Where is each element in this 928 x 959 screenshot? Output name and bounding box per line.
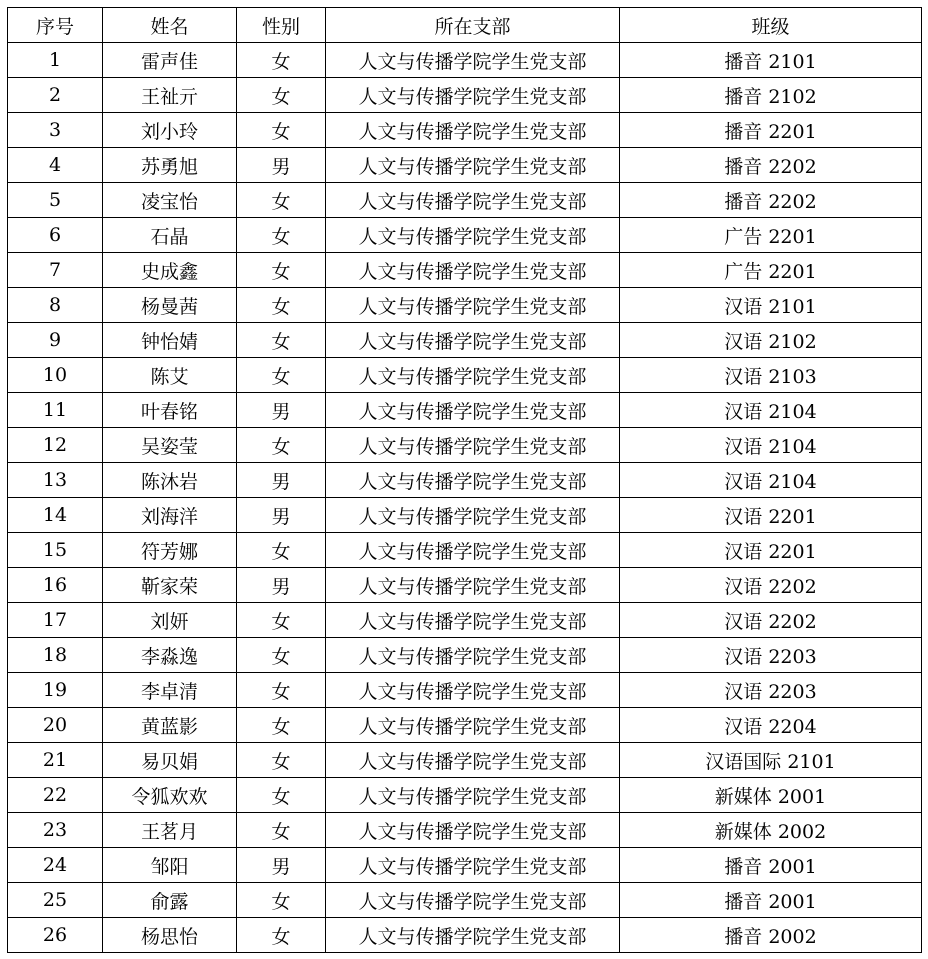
cell-class: 汉语 2104 bbox=[620, 428, 922, 463]
cell-branch: 人文与传播学院学生党支部 bbox=[326, 113, 620, 148]
cell-class: 新媒体 2001 bbox=[620, 778, 922, 813]
cell-gender: 男 bbox=[237, 568, 326, 603]
header-cell-number: 序号 bbox=[8, 8, 103, 43]
cell-gender: 女 bbox=[237, 638, 326, 673]
table-row bbox=[8, 463, 922, 498]
cell-branch: 人文与传播学院学生党支部 bbox=[326, 813, 620, 848]
cell-class: 汉语 2104 bbox=[620, 393, 922, 428]
cell-name: 史成鑫 bbox=[103, 253, 237, 288]
cell-class: 播音 2002 bbox=[620, 918, 922, 953]
cell-name: 凌宝怡 bbox=[103, 183, 237, 218]
cell-number: 3 bbox=[8, 113, 103, 148]
table-row bbox=[8, 568, 922, 603]
table-row bbox=[8, 78, 922, 113]
header-row bbox=[8, 8, 922, 43]
cell-name: 杨思怡 bbox=[103, 918, 237, 953]
cell-number: 21 bbox=[8, 743, 103, 778]
table-row bbox=[8, 148, 922, 183]
table-row bbox=[8, 218, 922, 253]
cell-gender: 女 bbox=[237, 743, 326, 778]
cell-name: 王祉亓 bbox=[103, 78, 237, 113]
header-cell-branch: 所在支部 bbox=[326, 8, 620, 43]
table-row bbox=[8, 778, 922, 813]
cell-class: 播音 2001 bbox=[620, 848, 922, 883]
cell-name: 陈艾 bbox=[103, 358, 237, 393]
cell-gender: 女 bbox=[237, 603, 326, 638]
cell-number: 13 bbox=[8, 463, 103, 498]
cell-number: 17 bbox=[8, 603, 103, 638]
cell-gender: 女 bbox=[237, 253, 326, 288]
cell-gender: 女 bbox=[237, 428, 326, 463]
cell-name: 易贝娟 bbox=[103, 743, 237, 778]
cell-branch: 人文与传播学院学生党支部 bbox=[326, 323, 620, 358]
table-row bbox=[8, 113, 922, 148]
cell-branch: 人文与传播学院学生党支部 bbox=[326, 848, 620, 883]
table-row bbox=[8, 918, 922, 953]
header-cell-name: 姓名 bbox=[103, 8, 237, 43]
cell-branch: 人文与传播学院学生党支部 bbox=[326, 673, 620, 708]
cell-class: 汉语 2102 bbox=[620, 323, 922, 358]
cell-name: 陈沐岩 bbox=[103, 463, 237, 498]
cell-gender: 女 bbox=[237, 78, 326, 113]
cell-branch: 人文与传播学院学生党支部 bbox=[326, 778, 620, 813]
cell-number: 9 bbox=[8, 323, 103, 358]
table-row bbox=[8, 393, 922, 428]
cell-branch: 人文与传播学院学生党支部 bbox=[326, 918, 620, 953]
cell-number: 6 bbox=[8, 218, 103, 253]
cell-branch: 人文与传播学院学生党支部 bbox=[326, 708, 620, 743]
cell-number: 5 bbox=[8, 183, 103, 218]
cell-gender: 女 bbox=[237, 883, 326, 918]
cell-branch: 人文与传播学院学生党支部 bbox=[326, 533, 620, 568]
cell-branch: 人文与传播学院学生党支部 bbox=[326, 883, 620, 918]
cell-number: 22 bbox=[8, 778, 103, 813]
cell-name: 靳家荣 bbox=[103, 568, 237, 603]
cell-gender: 女 bbox=[237, 288, 326, 323]
cell-name: 雷声佳 bbox=[103, 43, 237, 78]
table-row bbox=[8, 428, 922, 463]
cell-number: 15 bbox=[8, 533, 103, 568]
cell-name: 钟怡婧 bbox=[103, 323, 237, 358]
table-row bbox=[8, 848, 922, 883]
cell-name: 王茗月 bbox=[103, 813, 237, 848]
cell-branch: 人文与传播学院学生党支部 bbox=[326, 218, 620, 253]
cell-number: 16 bbox=[8, 568, 103, 603]
cell-class: 汉语 2203 bbox=[620, 673, 922, 708]
cell-gender: 女 bbox=[237, 358, 326, 393]
cell-branch: 人文与传播学院学生党支部 bbox=[326, 498, 620, 533]
cell-name: 刘妍 bbox=[103, 603, 237, 638]
cell-class: 广告 2201 bbox=[620, 253, 922, 288]
cell-number: 23 bbox=[8, 813, 103, 848]
cell-gender: 女 bbox=[237, 183, 326, 218]
cell-gender: 男 bbox=[237, 148, 326, 183]
cell-number: 19 bbox=[8, 673, 103, 708]
cell-gender: 女 bbox=[237, 708, 326, 743]
cell-branch: 人文与传播学院学生党支部 bbox=[326, 603, 620, 638]
cell-class: 汉语 2204 bbox=[620, 708, 922, 743]
cell-name: 刘海洋 bbox=[103, 498, 237, 533]
cell-gender: 女 bbox=[237, 918, 326, 953]
cell-gender: 男 bbox=[237, 848, 326, 883]
table-row bbox=[8, 883, 922, 918]
cell-gender: 女 bbox=[237, 533, 326, 568]
table-row bbox=[8, 43, 922, 78]
cell-name: 李淼逸 bbox=[103, 638, 237, 673]
cell-number: 8 bbox=[8, 288, 103, 323]
cell-number: 11 bbox=[8, 393, 103, 428]
cell-class: 播音 2202 bbox=[620, 183, 922, 218]
table-row bbox=[8, 323, 922, 358]
cell-branch: 人文与传播学院学生党支部 bbox=[326, 743, 620, 778]
cell-number: 26 bbox=[8, 918, 103, 953]
cell-name: 苏勇旭 bbox=[103, 148, 237, 183]
cell-gender: 女 bbox=[237, 43, 326, 78]
cell-gender: 女 bbox=[237, 673, 326, 708]
table-row bbox=[8, 638, 922, 673]
cell-class: 汉语 2201 bbox=[620, 533, 922, 568]
cell-branch: 人文与传播学院学生党支部 bbox=[326, 358, 620, 393]
cell-number: 7 bbox=[8, 253, 103, 288]
cell-branch: 人文与传播学院学生党支部 bbox=[326, 183, 620, 218]
cell-number: 24 bbox=[8, 848, 103, 883]
cell-number: 14 bbox=[8, 498, 103, 533]
table-row bbox=[8, 183, 922, 218]
cell-gender: 女 bbox=[237, 778, 326, 813]
cell-name: 符芳娜 bbox=[103, 533, 237, 568]
table-row bbox=[8, 498, 922, 533]
table-row bbox=[8, 708, 922, 743]
cell-number: 25 bbox=[8, 883, 103, 918]
table-row bbox=[8, 743, 922, 778]
cell-gender: 女 bbox=[237, 218, 326, 253]
cell-number: 1 bbox=[8, 43, 103, 78]
cell-gender: 女 bbox=[237, 323, 326, 358]
header-cell-gender: 性别 bbox=[237, 8, 326, 43]
cell-name: 杨曼茜 bbox=[103, 288, 237, 323]
cell-name: 黄蓝影 bbox=[103, 708, 237, 743]
cell-name: 令狐欢欢 bbox=[103, 778, 237, 813]
table-row bbox=[8, 253, 922, 288]
cell-class: 广告 2201 bbox=[620, 218, 922, 253]
cell-name: 邹阳 bbox=[103, 848, 237, 883]
cell-class: 播音 2101 bbox=[620, 43, 922, 78]
cell-branch: 人文与传播学院学生党支部 bbox=[326, 288, 620, 323]
cell-name: 叶春铭 bbox=[103, 393, 237, 428]
cell-gender: 男 bbox=[237, 393, 326, 428]
cell-gender: 女 bbox=[237, 813, 326, 848]
cell-gender: 女 bbox=[237, 113, 326, 148]
cell-branch: 人文与传播学院学生党支部 bbox=[326, 428, 620, 463]
cell-class: 汉语 2201 bbox=[620, 498, 922, 533]
table-row bbox=[8, 673, 922, 708]
cell-number: 2 bbox=[8, 78, 103, 113]
cell-class: 汉语 2202 bbox=[620, 603, 922, 638]
cell-branch: 人文与传播学院学生党支部 bbox=[326, 43, 620, 78]
cell-number: 12 bbox=[8, 428, 103, 463]
header-cell-class: 班级 bbox=[620, 8, 922, 43]
cell-class: 汉语国际 2101 bbox=[620, 743, 922, 778]
table-row bbox=[8, 533, 922, 568]
cell-number: 4 bbox=[8, 148, 103, 183]
cell-branch: 人文与传播学院学生党支部 bbox=[326, 393, 620, 428]
cell-branch: 人文与传播学院学生党支部 bbox=[326, 78, 620, 113]
cell-branch: 人文与传播学院学生党支部 bbox=[326, 148, 620, 183]
table-row bbox=[8, 603, 922, 638]
cell-class: 播音 2102 bbox=[620, 78, 922, 113]
cell-name: 石晶 bbox=[103, 218, 237, 253]
cell-class: 汉语 2202 bbox=[620, 568, 922, 603]
cell-name: 俞露 bbox=[103, 883, 237, 918]
cell-class: 播音 2001 bbox=[620, 883, 922, 918]
cell-branch: 人文与传播学院学生党支部 bbox=[326, 253, 620, 288]
cell-class: 播音 2201 bbox=[620, 113, 922, 148]
cell-branch: 人文与传播学院学生党支部 bbox=[326, 463, 620, 498]
table-row bbox=[8, 813, 922, 848]
table-body bbox=[8, 43, 922, 953]
cell-name: 吴姿莹 bbox=[103, 428, 237, 463]
cell-class: 新媒体 2002 bbox=[620, 813, 922, 848]
cell-gender: 男 bbox=[237, 463, 326, 498]
cell-class: 汉语 2203 bbox=[620, 638, 922, 673]
cell-branch: 人文与传播学院学生党支部 bbox=[326, 638, 620, 673]
roster-table bbox=[7, 7, 922, 953]
table-row bbox=[8, 288, 922, 323]
cell-class: 汉语 2101 bbox=[620, 288, 922, 323]
cell-class: 汉语 2103 bbox=[620, 358, 922, 393]
cell-gender: 男 bbox=[237, 498, 326, 533]
cell-number: 18 bbox=[8, 638, 103, 673]
table-row bbox=[8, 358, 922, 393]
cell-branch: 人文与传播学院学生党支部 bbox=[326, 568, 620, 603]
cell-name: 刘小玲 bbox=[103, 113, 237, 148]
cell-class: 播音 2202 bbox=[620, 148, 922, 183]
cell-class: 汉语 2104 bbox=[620, 463, 922, 498]
cell-number: 20 bbox=[8, 708, 103, 743]
cell-name: 李卓清 bbox=[103, 673, 237, 708]
cell-number: 10 bbox=[8, 358, 103, 393]
